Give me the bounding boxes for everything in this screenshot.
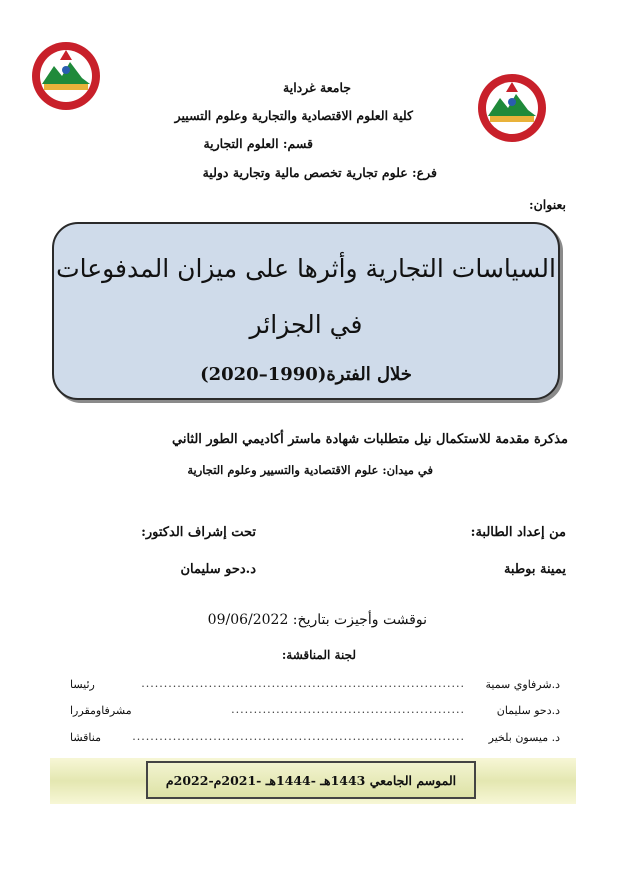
defense-date: نوقشت وأجيزت بتاريخ: 09/06/2022 bbox=[207, 612, 427, 628]
committee-member-role: مناقشا bbox=[70, 731, 101, 744]
committee-member-dots: .................................................... bbox=[231, 703, 465, 716]
committee-member-name: د.شرفاوي سمية bbox=[485, 678, 560, 691]
title-line-1: السياسات التجارية وأثرها على ميزان المدفوعات bbox=[56, 254, 556, 283]
committee-member-row bbox=[70, 678, 560, 694]
committee-member-role: مشرفاومقررا bbox=[70, 704, 132, 717]
committee-member-row bbox=[70, 704, 560, 720]
committee-member-role: رئيسا bbox=[70, 678, 95, 691]
supervisor-name: د.دحو سليمان bbox=[180, 562, 256, 577]
title-line-2: في الجزائر bbox=[249, 310, 363, 339]
university-name: جامعة غرداية bbox=[283, 80, 351, 95]
committee-member-dots: .......................................................................... bbox=[132, 730, 465, 743]
title-label: بعنوان: bbox=[528, 197, 566, 212]
faculty-name: كلية العلوم الاقتصادية والتجارية وعلوم التسيير bbox=[174, 108, 413, 123]
department-name: قسم: العلوم التجارية bbox=[203, 136, 313, 151]
committee-member-name: د. ميسون بلخير bbox=[488, 731, 560, 744]
university-logo-left-icon bbox=[30, 40, 102, 112]
supervisor-label: تحت إشراف الدكتور: bbox=[141, 525, 256, 540]
student-label: من إعداد الطالبة: bbox=[470, 525, 566, 540]
thesis-field: في ميدان: علوم الاقتصادية والتسيير وعلوم التجارية bbox=[187, 463, 433, 477]
title-box bbox=[52, 222, 560, 400]
university-logo-right-icon bbox=[476, 72, 548, 144]
academic-year-box bbox=[146, 761, 476, 799]
academic-year: الموسم الجامعي 1443هـ -1444هـ -2021م-2022م bbox=[165, 772, 457, 788]
branch-name: فرع: علوم تجارية تخصص مالية وتجارية دولية bbox=[202, 165, 437, 180]
title-period: خلال الفترة(1990–2020) bbox=[200, 364, 412, 385]
committee-member-row bbox=[70, 731, 560, 747]
committee-label: لجنة المناقشة: bbox=[281, 648, 356, 662]
committee-member-name: د.دحو سليمان bbox=[496, 704, 560, 717]
committee-member-dots: ........................................................................ bbox=[141, 677, 465, 690]
thesis-description: مذكرة مقدمة للاستكمال نيل متطلبات شهادة ماستر أكاديمي الطور الثاني bbox=[171, 432, 568, 447]
student-name: يمينة بوطبة bbox=[503, 562, 566, 577]
